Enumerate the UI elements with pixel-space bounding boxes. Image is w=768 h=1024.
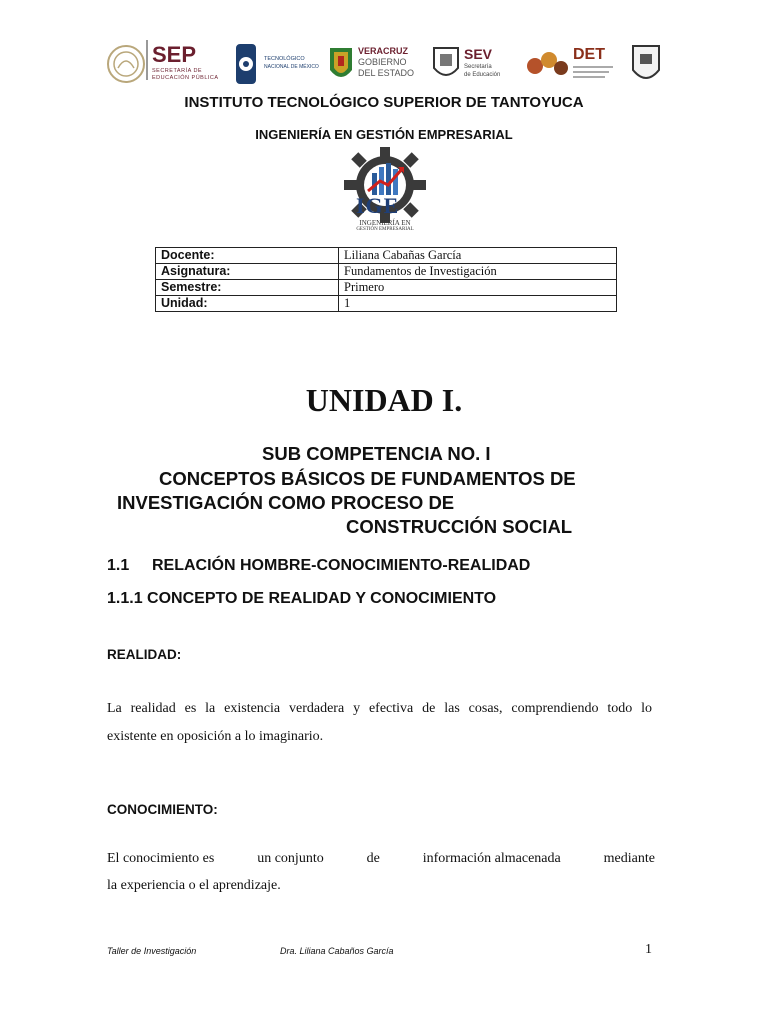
det-logo: [525, 40, 625, 90]
section-title: RELACIÓN HOMBRE-CONOCIMIENTO-REALIDAD: [152, 557, 531, 574]
conocimiento-word: de: [366, 851, 380, 866]
veracruz-line2: GOBIERNO: [358, 57, 407, 67]
sub-competencia-line2: CONCEPTOS BÁSICOS DE FUNDAMENTOS DE: [159, 468, 576, 489]
table-row: [156, 264, 617, 280]
conocimiento-word: información almacenada: [422, 851, 561, 866]
conocimiento-line1: [107, 845, 655, 873]
sub-competencia-line1: SUB COMPETENCIA NO. I: [262, 443, 491, 464]
sev-crest-icon: [432, 44, 460, 84]
veracruz-shield-icon: [328, 44, 354, 86]
table-row: [156, 296, 617, 312]
info-value: Primero: [339, 280, 617, 296]
det-name: DET: [573, 46, 605, 63]
institute-title: INSTITUTO TECNOLÓGICO SUPERIOR DE TANTOYUCA: [184, 94, 584, 111]
info-value: 1: [339, 296, 617, 312]
conocimiento-heading: CONOCIMIENTO:: [107, 802, 218, 817]
ige-line2: GESTIÓN EMPRESARIAL: [356, 227, 414, 232]
tecnm-logo: [232, 40, 322, 90]
sub-competencia-line3: INVESTIGACIÓN COMO PROCESO DE: [117, 492, 455, 513]
sev-logo: [432, 40, 512, 90]
section-number: 1.1: [107, 557, 130, 574]
info-label: Asignatura:: [156, 264, 339, 280]
info-value: Liliana Cabañas García: [339, 248, 617, 264]
conocimiento-line2: la experiencia o el aprendizaje.: [107, 878, 281, 893]
school-shield-icon: [630, 42, 662, 86]
info-table: [155, 247, 617, 312]
sev-line2: de Educación: [464, 72, 501, 78]
tecnm-line1: TECNOLÓGICO: [264, 56, 305, 62]
det-leaves-icon: [525, 48, 569, 84]
logo-strip: [100, 40, 670, 90]
info-label: Docente:: [156, 248, 339, 264]
sep-line2: EDUCACIÓN PÚBLICA: [152, 75, 219, 81]
realidad-line2: existente en oposición a lo imaginario.: [107, 729, 324, 744]
realidad-line1: La realidad es la existencia verdadera y efectiva de las cosas, comprendiendo todo lo: [107, 701, 652, 716]
subsection-title: 1.1.1 CONCEPTO DE REALIDAD Y CONOCIMIENTO: [107, 590, 497, 607]
ige-line1: INGENIERÍA EN: [359, 219, 411, 227]
realidad-heading: REALIDAD:: [107, 647, 182, 662]
sev-name: SEV: [464, 46, 493, 62]
page-number: 1: [645, 942, 652, 957]
program-subtitle: INGENIERÍA EN GESTIÓN EMPRESARIAL: [255, 127, 513, 142]
ige-name: IGE: [356, 193, 400, 218]
mexico-seal-icon: [106, 44, 146, 84]
table-row: [156, 280, 617, 296]
veracruz-logo: [328, 40, 418, 90]
sep-name: SEP: [152, 42, 197, 67]
veracruz-line3: DEL ESTADO: [358, 68, 415, 78]
table-row: [156, 248, 617, 264]
info-value: Fundamentos de Investigación: [339, 264, 617, 280]
tecnm-gear-icon: [232, 42, 260, 86]
sep-logo: [106, 40, 226, 90]
conocimiento-word: El conocimiento es: [107, 851, 215, 866]
footer-left: Taller de Investigación: [107, 946, 197, 956]
info-label: Semestre:: [156, 280, 339, 296]
sep-line1: SECRETARÍA DE: [152, 68, 203, 74]
school-crest-logo: [630, 40, 664, 90]
tecnm-line2: NACIONAL DE MÉXICO: [264, 64, 319, 70]
conocimiento-word: un conjunto: [257, 851, 324, 866]
veracruz-line1: VERACRUZ: [358, 46, 409, 56]
footer-center: Dra. Liliana Cabaños García: [280, 946, 394, 956]
ige-logo: [340, 145, 430, 237]
info-label: Unidad:: [156, 296, 339, 312]
sev-line1: Secretaría: [464, 64, 492, 70]
conocimiento-word: mediante: [603, 851, 655, 866]
sub-competencia-line4: CONSTRUCCIÓN SOCIAL: [346, 516, 573, 537]
unit-title: UNIDAD I.: [305, 382, 463, 418]
